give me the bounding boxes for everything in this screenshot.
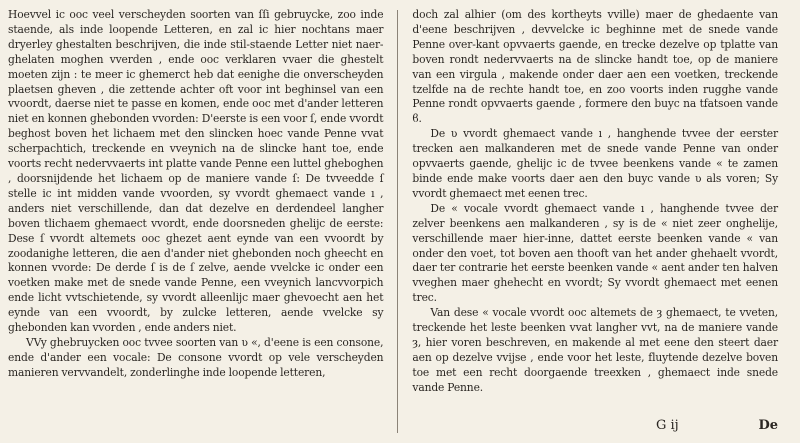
page-footer	[406, 413, 778, 433]
left-paragraph-1: Hoevvel ic ooc veel verscheyden soorten van ſſi gebruycke, zoo inde staende, als inde loopende Letteren, en zal ic hier nochtans maer dryerley ghestalten beschrijven, die inde stil-staende Letter niet naer-ghelaten moghen vverden , ende ooc verklaren vvaer die ghestelt moeten zijn : te meer ic ghemerct heb dat eenighe die onverscheyden plaetsen gheven , die zettende achter oft voor int beghinsel van een vvoordt, daerse niet te passe en komen, ende ooc met d'ander letteren niet en konnen ghebonden vvorden: D'eerste is een voor ſ, ende vvordt beghost boven het lichaem met den slincken hoec vande Penne vvat scherpachtich, treckende en vveynich na de slincke hant toe, ende voorts recht nedervvaerts int platte vande Penne een luttel gheboghen , doorsnijdende het lichaem op de maniere vande ſ: De tvveedde ſ stelle ic int midden vande vvoorden, sy vvordt ghemaect vande ı , anders niet verschillende, dan dat dezelve en derdendeel langher boven tlichaem ghemaect vvordt, ende doorsneden ghelijc de eerste: Dese ſ vvordt altemets ooc ghezet aent eynde van een vvoordt by zoodanighe letteren, die aen d'ander niet ghebonden noch gheecht en konnen vvorde: De derde ſ is de ſ zelve, aende vvelcke ic onder een voetken make met de snede vande Penne, een vveynich lancvvorpich ende licht vvtschietende, sy vvordt alleenlijc maer ghevoecht aen het eynde van een vvoordt, by zulcke letteren, aende vvelcke sy ghebonden kan vvorden , ende anders niet.	[8, 8, 384, 335]
text-columns	[4, 8, 778, 443]
catchword: De	[758, 418, 778, 433]
left-paragraph-2: VVy ghebruycken ooc tvvee soorten van ʋ «, d'eene is een consone, ende d'ander een vocale: De consone vvordt op vele verscheyden manieren vervvandelt, zonderlinghe inde loopende letteren,	[8, 335, 384, 379]
right-paragraph-3: De « vocale vvordt ghemaect vande ı , hanghende tvvee der zelver beenkens aen malkanderen , sy is de « niet zeer onghelije, verschillende maer hier-inne, dattet eerste beenken vande « van onder den voet, tot boven aen thooft van het ander ghehaelt vvordt, daer ter contrarie het eerste beenken vande « aent ander ten halven vveghen maer ghehecht en vvordt; Sy vvordt ghemaect met eenen trec.	[412, 201, 778, 305]
right-column	[398, 8, 778, 396]
right-paragraph-2: De ʋ vvordt ghemaect vande ı , hanghende tvvee der eerster trecken aen malkanderen met de snede vande Penne van onder opvvaerts gaende, ghelijc ic de tvvee beenkens vande « te zamen binde ende make voorts daer aen den buyc vande ʋ als voren; Sy vvordt ghemaect met eenen trec.	[412, 127, 778, 200]
right-paragraph-1: doch zal alhier (om des kortheyts vville) maer de ghedaente van d'eene beschrijven , devvelcke ic beghinne met de snede vande Penne over-kant opvvaerts gaende, en trecke dezelve op tplatte van boven rondt nedervvaerts na de slincke handt toe, op de maniere van een virgula , makende onder daer aen een voetken, treckende tzelfde na de rechte handt toe, en zoo voorts inden rugghe vande Penne rondt opvvaerts gaende , formere den buyc na tfatsoen vande ϐ.	[412, 8, 778, 126]
right-paragraph-4: Van dese « vocale vvordt ooc altemets de ȝ ghemaect, te vveten, treckende het leste beenken vvat langher vvt, na de maniere vande ȝ, hier voren beschreven, en makende al met eene den steert daer aen op dezelve vvijse , ende voor het leste, fluytende dezelve boven toe met een recht doorgaende treexken , ghemaect inde snede vande Penne.	[412, 306, 778, 394]
left-column	[4, 8, 397, 381]
signature-mark: G ij	[656, 418, 679, 433]
